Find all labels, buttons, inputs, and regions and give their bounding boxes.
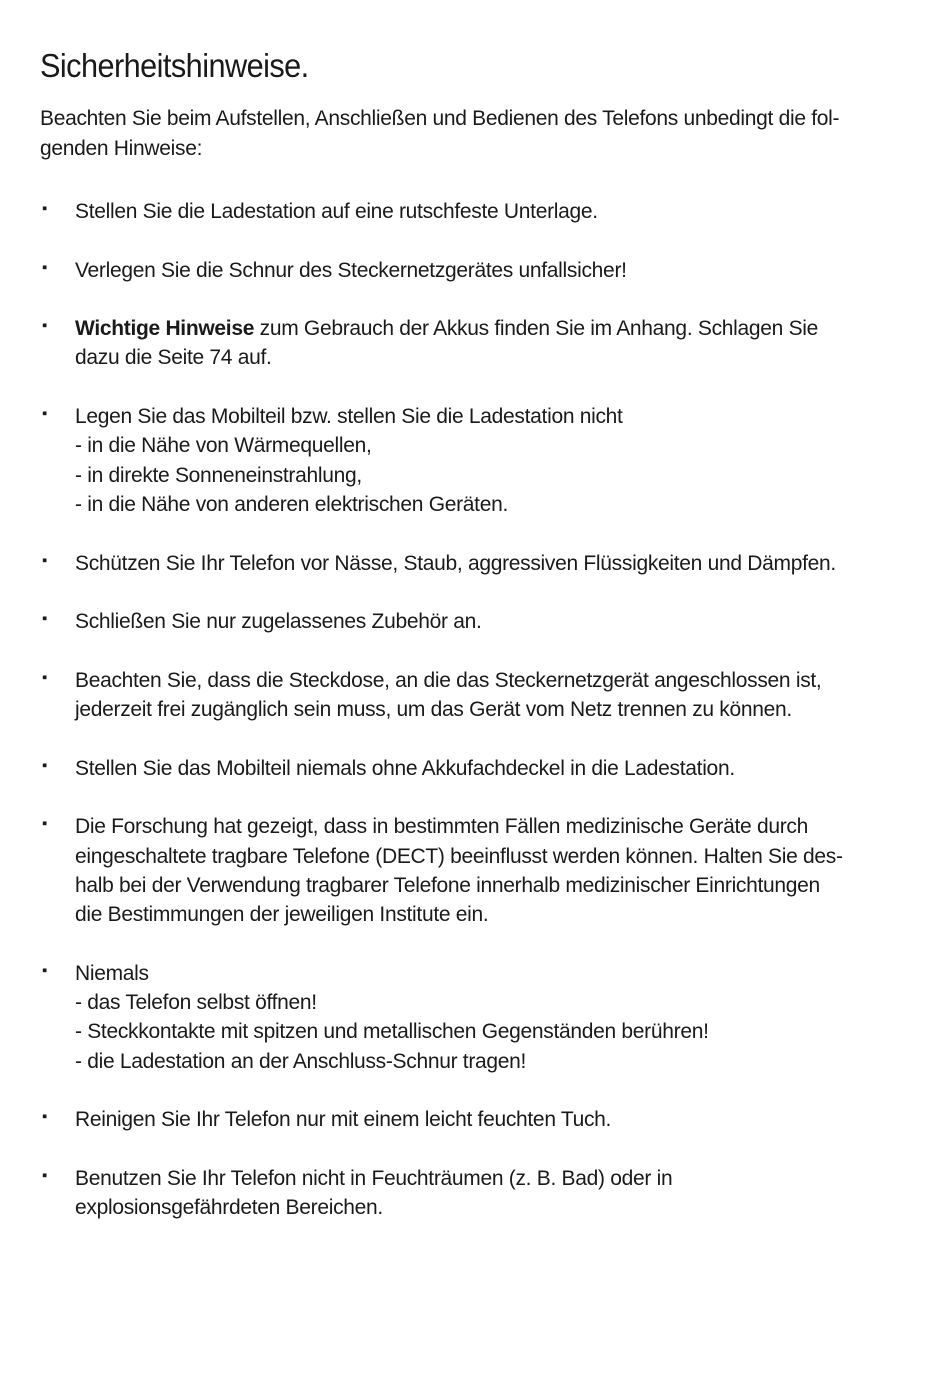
list-item [40,314,840,373]
item-line: Reinigen Sie Ihr Telefon nur mit einem leicht feuchten Tuch. [75,1108,612,1132]
bullet-icon: ▪ [42,200,48,217]
item-line: - das Telefon selbst öffnen! [75,991,317,1015]
item-line: Die Forschung hat gezeigt, dass in bestimmten Fällen medizinische Geräte durch [75,815,808,839]
list-item [40,1105,840,1134]
list-item [40,402,840,519]
bullet-icon: ▪ [42,756,48,774]
item-line: eingeschaltete tragbare Telefone (DECT) beeinflusst werden können. Halten Sie des- [75,844,843,868]
bullet-icon: ▪ [42,961,48,979]
item-line: explosionsgefährdeten Bereichen. [75,1196,383,1220]
item-line [75,314,840,343]
bold-prefix: Wichtige Hinweise [75,317,255,341]
item-line: Schließen Sie nur zugelassenes Zubehör an. [75,610,482,634]
list-item [40,549,840,578]
list-item [40,754,840,783]
bullet-icon: ▪ [42,668,48,686]
item-line: die Bestimmungen der jeweiligen Institute ein. [75,903,489,927]
item-line: - in die Nähe von Wärmequellen, [75,434,372,458]
item-line: - in die Nähe von anderen elektrischen Geräten. [75,492,509,516]
item-line: Beachten Sie, dass die Steckdose, an die das Steckernetzgerät angeschlossen ist, [75,668,822,692]
item-line: Stellen Sie die Ladestation auf eine rutschfeste Unterlage. [75,200,598,223]
list-item [40,666,840,725]
item-line: Schützen Sie Ihr Telefon vor Nässe, Staub, aggressiven Flüssigkeiten und Dämpfen. [75,551,836,575]
bullet-icon: ▪ [42,405,48,423]
item-line: Benutzen Sie Ihr Telefon nicht in Feuchträumen (z. B. Bad) oder in [75,1166,673,1190]
item-line: Niemals [75,961,149,985]
item-line: halb bei der Verwendung tragbarer Telefone innerhalb medizinischer Einrichtungen [75,873,820,897]
bullet-icon: ▪ [42,1166,48,1184]
item-line: Verlegen Sie die Schnur des Steckernetzgerätes unfallsicher! [75,258,627,282]
item-line: Legen Sie das Mobilteil bzw. stellen Sie die Ladestation nicht [75,405,623,429]
list-item [40,959,840,1076]
list-item [40,197,840,226]
item-line: - Steckkontakte mit spitzen und metallischen Gegenständen berühren! [75,1020,709,1044]
item-line: - in direkte Sonneneinstrahlung, [75,463,362,487]
list-item [40,607,840,636]
bullet-icon: ▪ [42,815,48,833]
page-title: Sicherheitshinweise. [40,47,309,84]
item-line: Stellen Sie das Mobilteil niemals ohne Akkufachdeckel in die Ladestation. [75,756,735,780]
intro-line: Beachten Sie beim Aufstellen, Anschließen und Bedienen des Telefons unbedingt die fol- [40,107,840,130]
list-item [40,812,843,929]
list-item [40,1164,840,1223]
item-line: dazu die Seite 74 auf. [75,346,272,370]
item-line: - die Ladestation an der Anschluss-Schnur tragen! [75,1049,527,1073]
bullet-icon: ▪ [42,317,48,335]
item-line-rest: zum Gebrauch der Akkus finden Sie im Anhang. Schlagen Sie [254,317,819,341]
list-item [40,256,840,285]
intro-paragraph [40,104,840,163]
bullet-icon: ▪ [42,551,48,569]
intro-line: genden Hinweise: [40,136,203,160]
document-page [40,42,843,1252]
safety-notes-list [40,197,843,1222]
bullet-icon: ▪ [42,258,48,276]
item-line: jederzeit frei zugänglich sein muss, um das Gerät vom Netz trennen zu können. [75,698,792,722]
bullet-icon: ▪ [42,1108,48,1126]
bullet-icon: ▪ [42,610,48,628]
